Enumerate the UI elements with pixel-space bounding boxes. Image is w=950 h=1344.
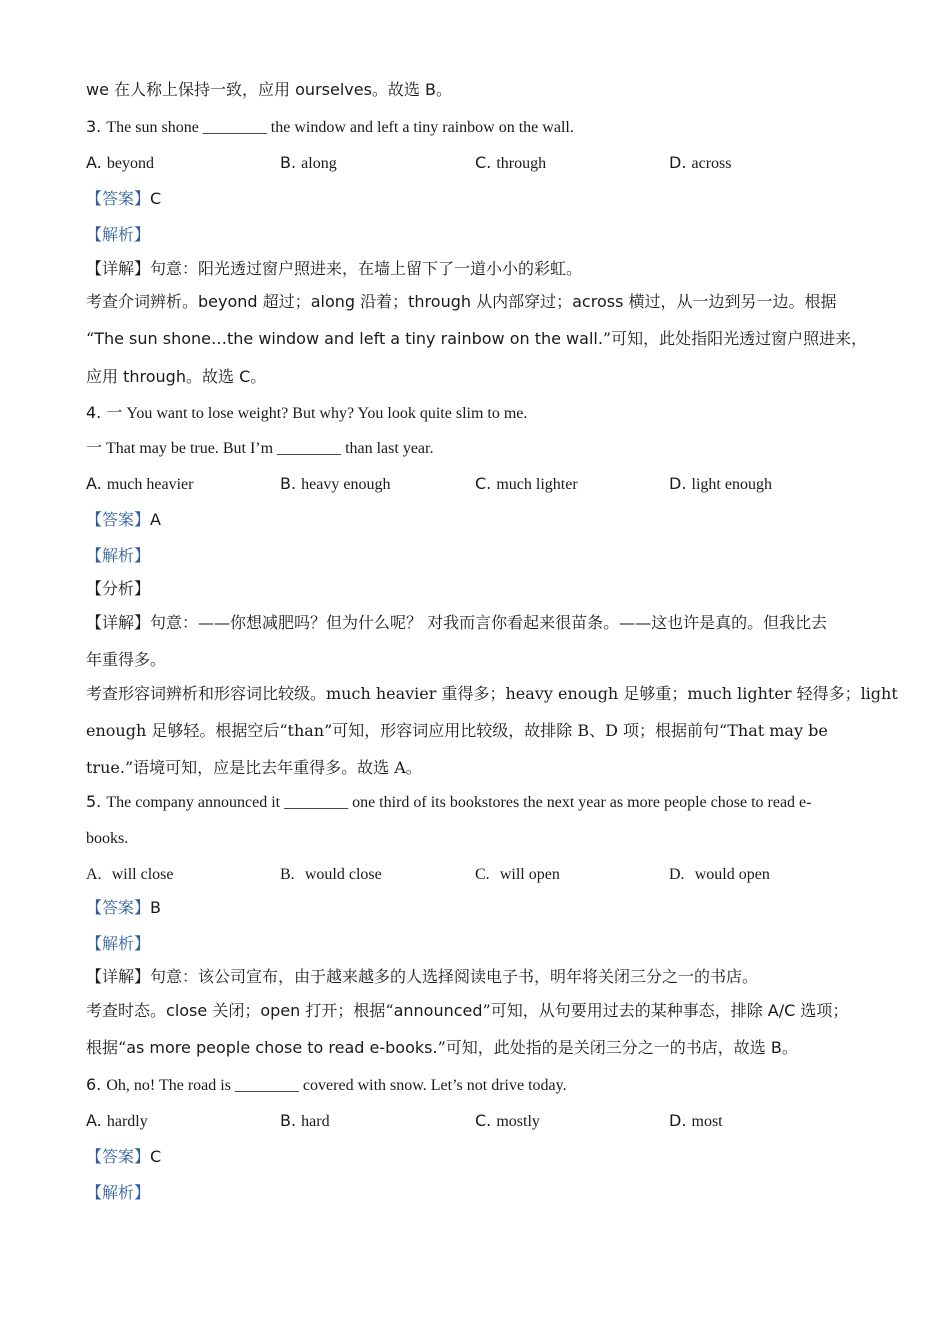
option-d: D. across: [669, 153, 732, 172]
option-c: C. will open: [475, 866, 560, 883]
answer-line: 【答案】C: [86, 189, 162, 208]
option-d: D. most: [669, 1111, 723, 1130]
option-c: C. much lighter: [475, 474, 578, 493]
question-5-stem-cont: books.: [86, 830, 129, 847]
analysis-label: 【解析】: [86, 934, 151, 953]
detail-line: 【详解】句意：阳光透过窗户照进来，在墙上留下了一道小小的彩虹。: [86, 259, 583, 278]
answer-line: 【答案】A: [86, 510, 161, 529]
question-3-stem: 3. The sun shone ________ the window and left a tiny rainbow on the wall.: [86, 117, 574, 136]
option-a: A. beyond: [86, 153, 154, 172]
text-line: we 在人称上保持一致，应用 ourselves。故选 B。: [86, 80, 453, 99]
option-c: C. mostly: [475, 1111, 540, 1130]
option-b: B. heavy enough: [280, 474, 391, 493]
question-4-dialogue: 一 That may be true. But I’m ________ than last year.: [86, 440, 434, 457]
explanation-line: enough 足够轻。根据空后“than”可知，形容词应用比较级，故排除 B、D 项；根据前句“That may be: [86, 721, 828, 740]
analysis-label: 【解析】: [86, 225, 151, 244]
option-d: D. light enough: [669, 474, 772, 493]
explanation-line: 考查时态。close 关闭；open 打开；根据“announced”可知，从句要用过去的某种事态，排除 A/C 选项；: [86, 1001, 849, 1020]
answer-line: 【答案】C: [86, 1147, 162, 1166]
analysis-label: 【解析】: [86, 546, 151, 565]
explanation-line: 应用 through。故选 C。: [86, 367, 267, 386]
option-b: B. hard: [280, 1111, 330, 1130]
fenxi-label: 【分析】: [86, 579, 151, 598]
detail-line: 【详解】句意：——你想减肥吗？但为什么呢？ 对我而言你看起来很苗条。——这也许是真的。但我比去: [86, 613, 828, 632]
question-6-stem: 6. Oh, no! The road is ________ covered with snow. Let’s not drive today.: [86, 1075, 567, 1094]
analysis-label: 【解析】: [86, 1183, 151, 1202]
option-a: A. will close: [86, 866, 174, 883]
question-4-stem: 4. 一 You want to lose weight? But why? You look quite slim to me.: [86, 403, 528, 422]
explanation-line: true.”语境可知，应是比去年重得多。故选 A。: [86, 758, 422, 777]
answer-line: 【答案】B: [86, 898, 161, 917]
question-5-stem: 5. The company announced it ________ one third of its bookstores the next year as more people chose to read e-: [86, 792, 812, 811]
explanation-line: “The sun shone…the window and left a tiny rainbow on the wall.”可知，此处指阳光透过窗户照进来，: [86, 329, 868, 348]
option-a: A. hardly: [86, 1111, 148, 1130]
explanation-line: 考查形容词辨析和形容词比较级。much heavier 重得多；heavy enough 足够重；much lighter 轻得多；light: [86, 684, 898, 703]
option-c: C. through: [475, 153, 547, 172]
detail-line: 年重得多。: [86, 650, 167, 669]
option-a: A. much heavier: [86, 474, 194, 493]
option-d: D. would open: [669, 866, 770, 883]
explanation-line: 考查介词辨析。beyond 超过；along 沿着；through 从内部穿过；across 横过，从一边到另一边。根据: [86, 292, 837, 311]
option-b: B. along: [280, 153, 337, 172]
explanation-line: 根据“as more people chose to read e-books.”可知，此处指的是关闭三分之一的书店，故选 B。: [86, 1038, 798, 1057]
detail-line: 【详解】句意：该公司宣布，由于越来越多的人选择阅读电子书，明年将关闭三分之一的书店。: [86, 967, 759, 986]
option-b: B. would close: [280, 866, 382, 883]
